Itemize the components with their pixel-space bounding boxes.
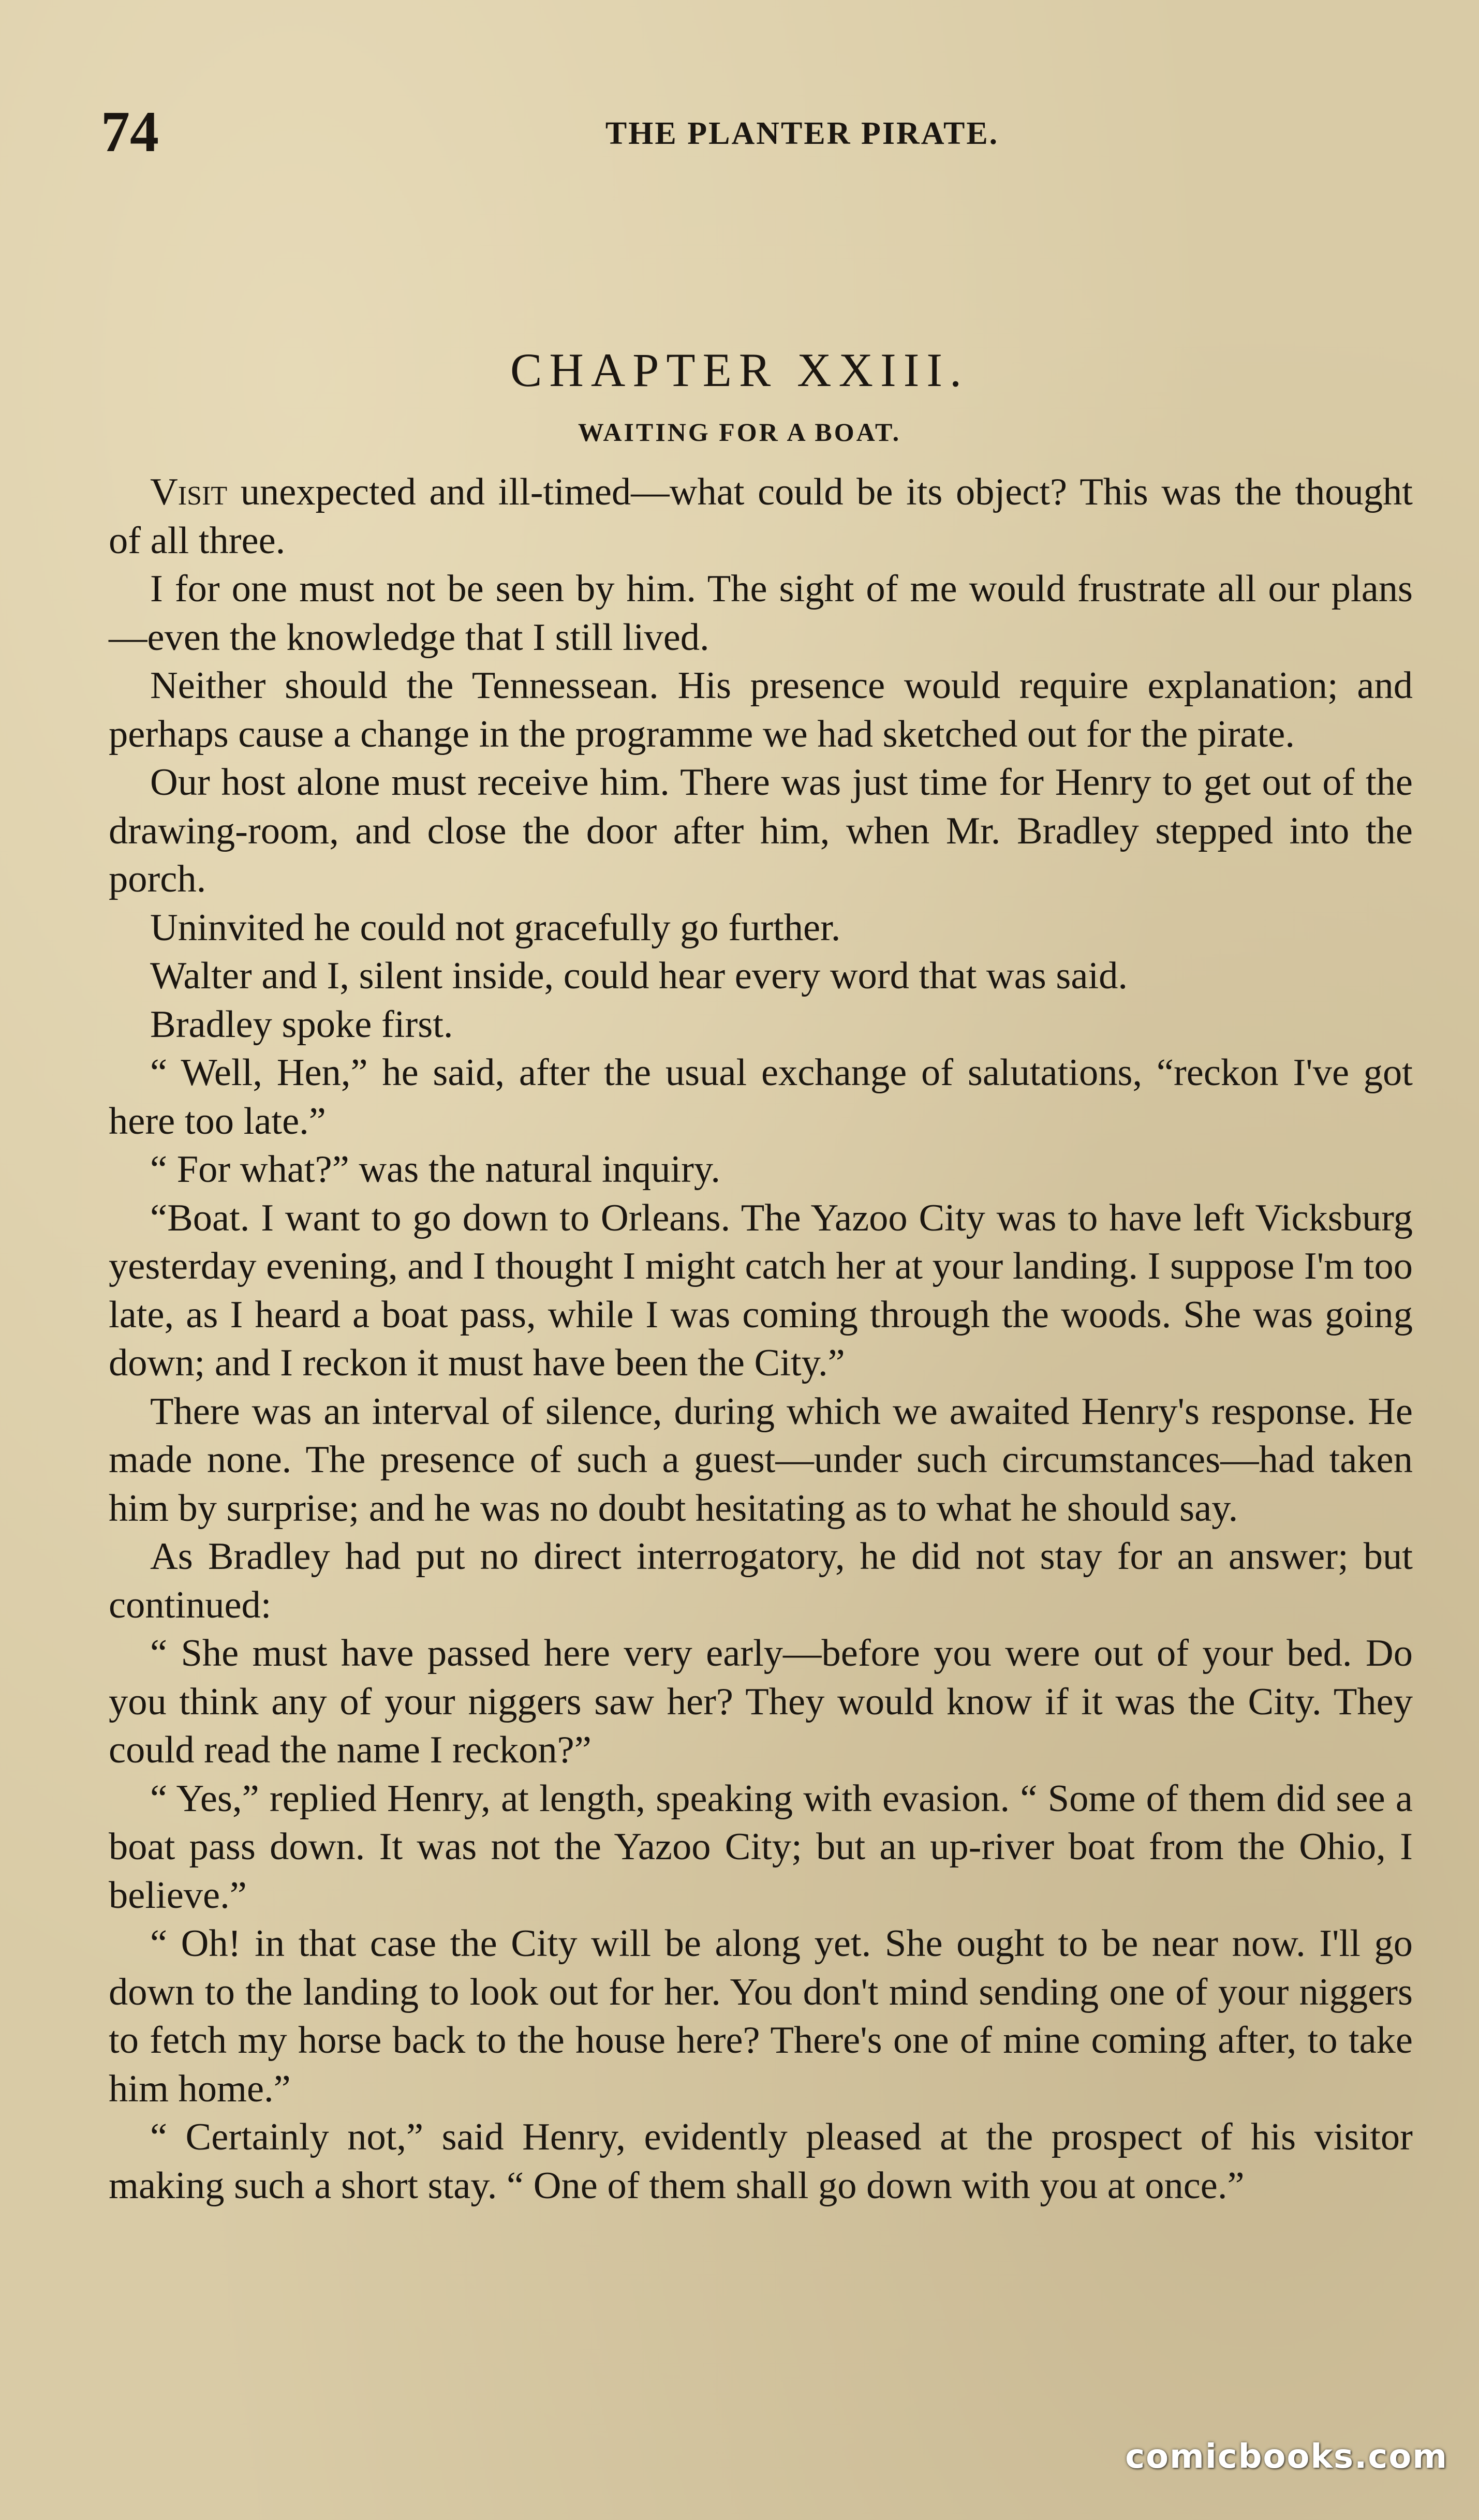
paragraph: As Bradley had put no direct interrogatory, he did not stay for an answer; but continued: xyxy=(109,1535,1413,1626)
body-text xyxy=(109,468,1413,2210)
paragraph: “ Oh! in that case the City will be along yet. She ought to be near now. I'll go down to the landing to look out for her. You don't mind sending one of your niggers to fetch my horse back to the house here? There's one of mine coming after, to take him home.” xyxy=(109,1922,1413,2110)
paragraph: Neither should the Tennessean. His presence would require explanation; and perhaps cause a change in the programme we had sketched out for the pirate. xyxy=(109,664,1413,755)
paragraph: “ For what?” was the natural inquiry. xyxy=(150,1148,720,1191)
chapter-title: CHAPTER XXIII. xyxy=(510,344,969,396)
paragraph: I for one must not be seen by him. The sight of me would frustrate all our plans—even the knowledge that I still lived. xyxy=(109,568,1413,659)
paragraph: Walter and I, silent inside, could hear every word that was said. xyxy=(150,955,1128,997)
paragraph-lead-word: Visit xyxy=(150,471,228,513)
paragraph: Bradley spoke first. xyxy=(150,1003,453,1046)
paragraph: “Boat. I want to go down to Orleans. The Yazoo City was to have left Vicksburg yesterday evening, and I thought I might catch her at your landing. I suppose I'm too late, as I heard a boat pass, while I was coming through the woods. She was going down; and I reckon it must have been the City.” xyxy=(109,1196,1413,1384)
paragraph: Visit unexpected and ill-timed—what could be its object? This was the thought of all three. xyxy=(109,471,1413,562)
running-title: THE PLANTER PIRATE. xyxy=(605,116,999,151)
page-number: 74 xyxy=(101,100,159,164)
paragraph: “ Yes,” replied Henry, at length, speaking with evasion. “ Some of them did see a boat pass down. It was not the Yazoo City; but an up-river boat from the Ohio, I believe.” xyxy=(109,1777,1413,1917)
chapter-subtitle: WAITING FOR A BOAT. xyxy=(578,418,901,447)
paragraph: “ Well, Hen,” he said, after the usual exchange of salutations, “reckon I've got here too late.” xyxy=(109,1051,1413,1143)
paragraph: “ She must have passed here very early—before you were out of your bed. Do you think any of your niggers saw her? They would know if it was the City. They could read the name I reckon?” xyxy=(109,1632,1413,1771)
paragraph: Our host alone must receive him. There was just time for Henry to get out of the drawing-room, and close the door after him, when Mr. Bradley stepped into the porch. xyxy=(109,761,1413,900)
paragraph: There was an interval of silence, during which we awaited Henry's response. He made none. The presence of such a guest—under such circumstances—had taken him by surprise; and he was no doubt hesitating as to what he should say. xyxy=(109,1390,1413,1530)
watermark: comicbooks.com xyxy=(1125,2438,1448,2476)
running-head xyxy=(101,100,1415,164)
paragraph: “ Certainly not,” said Henry, evidently pleased at the prospect of his visitor making such a short stay. “ One of them shall go down with you at once.” xyxy=(109,2116,1413,2207)
paragraph: Uninvited he could not gracefully go further. xyxy=(150,906,841,949)
